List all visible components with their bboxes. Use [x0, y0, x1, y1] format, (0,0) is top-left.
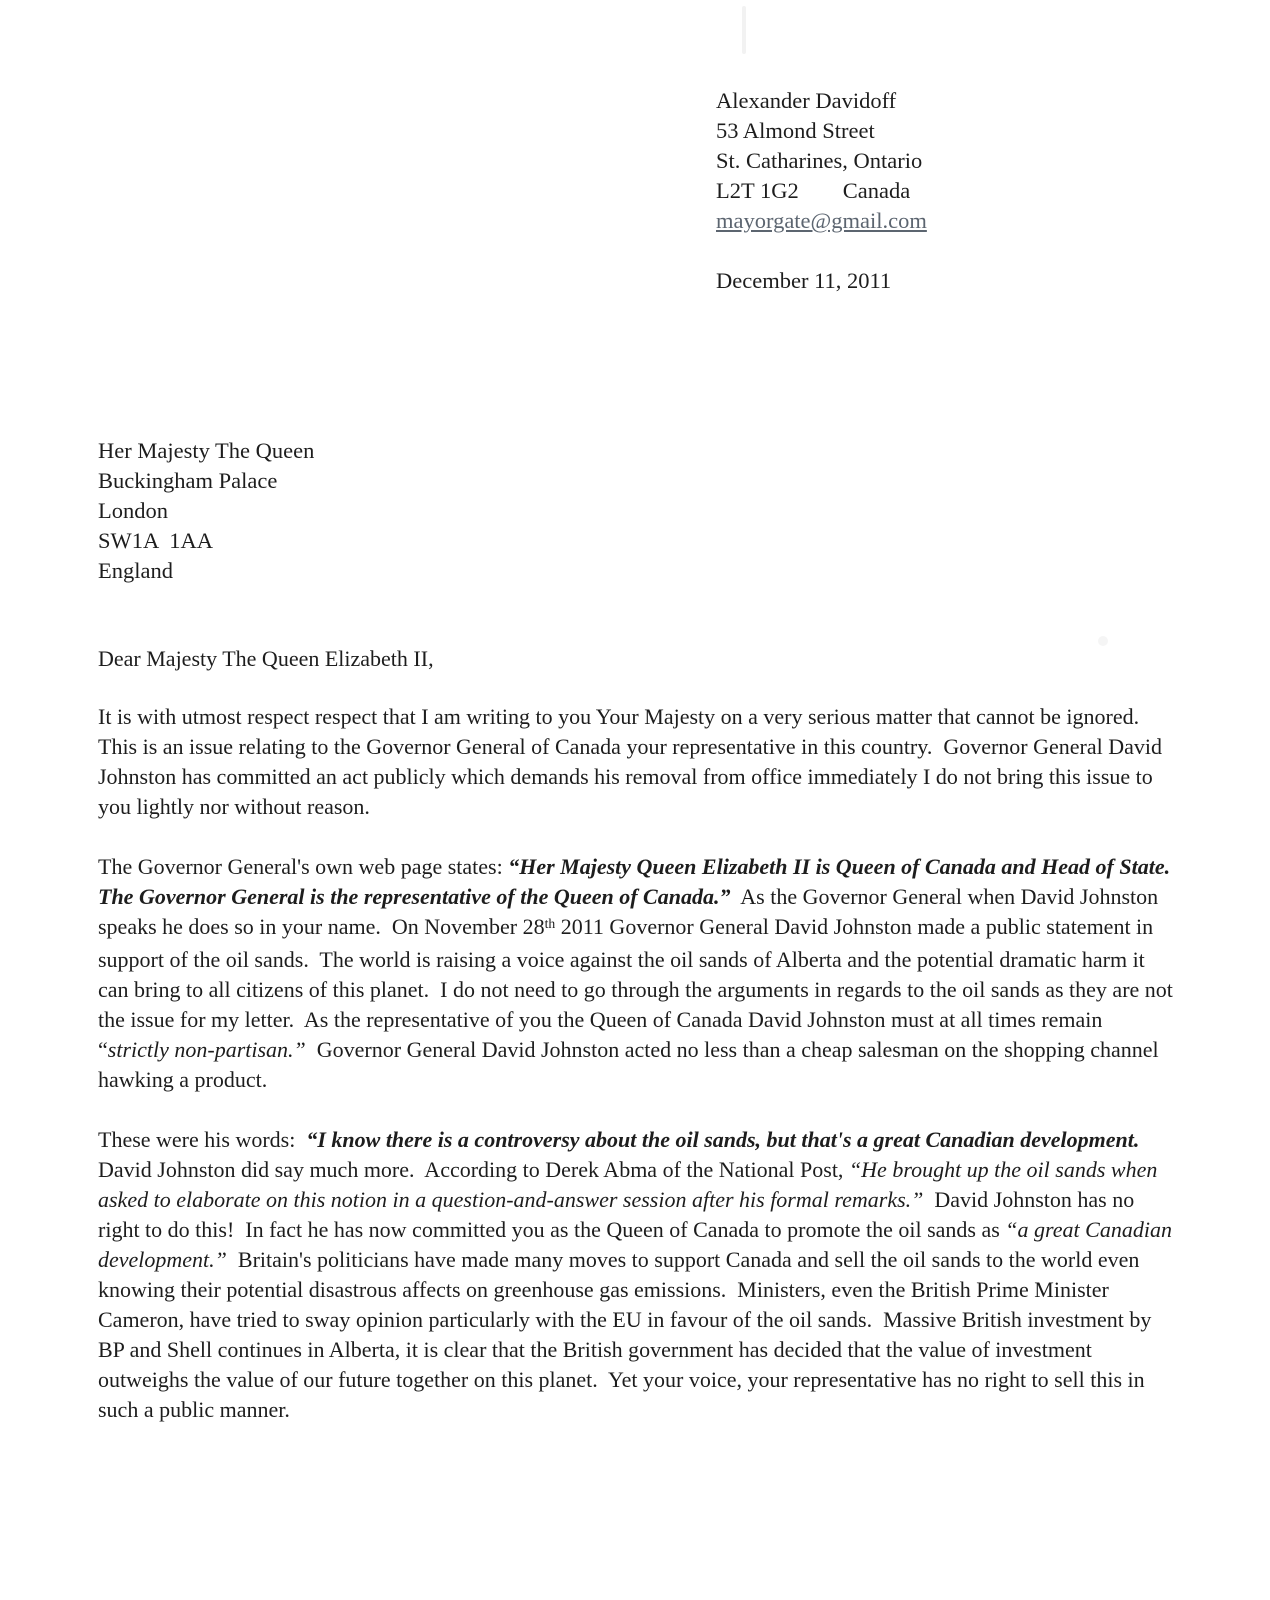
paragraph-1	[98, 702, 1173, 822]
salutation: Dear Majesty The Queen Elizabeth II,	[98, 646, 434, 671]
body-text: These were his words:	[98, 1127, 307, 1152]
recipient-address-block	[98, 436, 314, 586]
body-text: 2011 Governor General David Johnston made a public statement in support of the oil sands. The world is raising a voice against the oil sands of Alberta and the potential dramatic harm it can bring to all citizens of this planet. I do not need to go through the arguments in regards to the oil sands as they are not the issue for my letter. As the representative of you the Queen of Canada David Johnston must at all times remain “	[98, 914, 1179, 1062]
recipient-line: England	[98, 558, 173, 583]
letter-body	[98, 644, 1182, 1455]
paragraph-3	[98, 1125, 1178, 1425]
body-text: David Johnston did say much more. According to Derek Abma of the National Post,	[98, 1127, 1151, 1182]
sender-postal-code: L2T 1G2	[716, 178, 799, 203]
quoted-johnston-statement: “I know there is a controversy about the oil sands, but that's a great Canadian development.	[306, 1127, 1140, 1152]
recipient-line: London	[98, 498, 168, 523]
recipient-line: Buckingham Palace	[98, 468, 278, 493]
body-text: It is with utmost respect respect that I am writing to you Your Majesty on a very serious matter that cannot be ignored. This is an issue relating to the Governor General of Canada your representative in this country. Governor General David Johnston has committed an act publicly which demands his removal from office immediately I do not bring this issue to you lightly nor without reason.	[98, 704, 1168, 819]
recipient-line: SW1A 1AA	[98, 528, 214, 553]
body-text: Governor General David Johnston acted no less than a cheap salesman on the shopping channel hawking a product.	[98, 1037, 1165, 1092]
body-text: The Governor General's own web page states:	[98, 854, 509, 879]
sender-postal-row	[716, 176, 927, 206]
quoted-phrase: “a great Canadian development.”	[98, 1217, 1178, 1272]
sender-city: St. Catharines, Ontario	[716, 148, 923, 173]
quoted-national-post: “He brought up the oil sands when asked to elaborate on this notion in a question-and-answer session after his formal remarks.”	[98, 1157, 1163, 1212]
body-text: As the Governor General when David Johnston speaks he does so in your name. On November 28	[98, 884, 1164, 939]
sender-street: 53 Almond Street	[716, 118, 875, 143]
recipient-line: Her Majesty The Queen	[98, 438, 315, 463]
body-text: Britain's politicians have made many moves to support Canada and sell the oil sands to the world even knowing their potential disastrous affects on greenhouse gas emissions. Ministers, even the British Prime Minister Cameron, have tried to sway opinion particularly with the EU in favour of the oil sands. Massive British investment by BP and Shell continues in Alberta, it is clear that the British government has decided that the value of investment outweighs the value of our future together on this planet. Yet your voice, your representative has no right to sell this in such a public manner.	[98, 1247, 1157, 1422]
body-text: David Johnston has no right to do this! In fact he has now committed you as the Queen of Canada to promote the oil sands as	[98, 1187, 1140, 1242]
paragraph-2	[98, 852, 1182, 1095]
sender-email-link: mayorgate@gmail.com	[716, 208, 927, 233]
scan-artifact	[742, 6, 746, 54]
quoted-web-page-statement: “Her Majesty Queen Elizabeth II is Queen of Canada and Head of State. The Governor General is the representative of the Queen of Canada.”	[98, 854, 1182, 909]
quoted-phrase: strictly non-partisan.”	[107, 1037, 306, 1062]
sender-address-block	[716, 86, 927, 236]
sender-name: Alexander Davidoff	[716, 88, 897, 113]
ordinal-superscript: th	[544, 915, 556, 931]
sender-country: Canada	[842, 178, 911, 203]
letter-date: December 11, 2011	[716, 268, 892, 293]
